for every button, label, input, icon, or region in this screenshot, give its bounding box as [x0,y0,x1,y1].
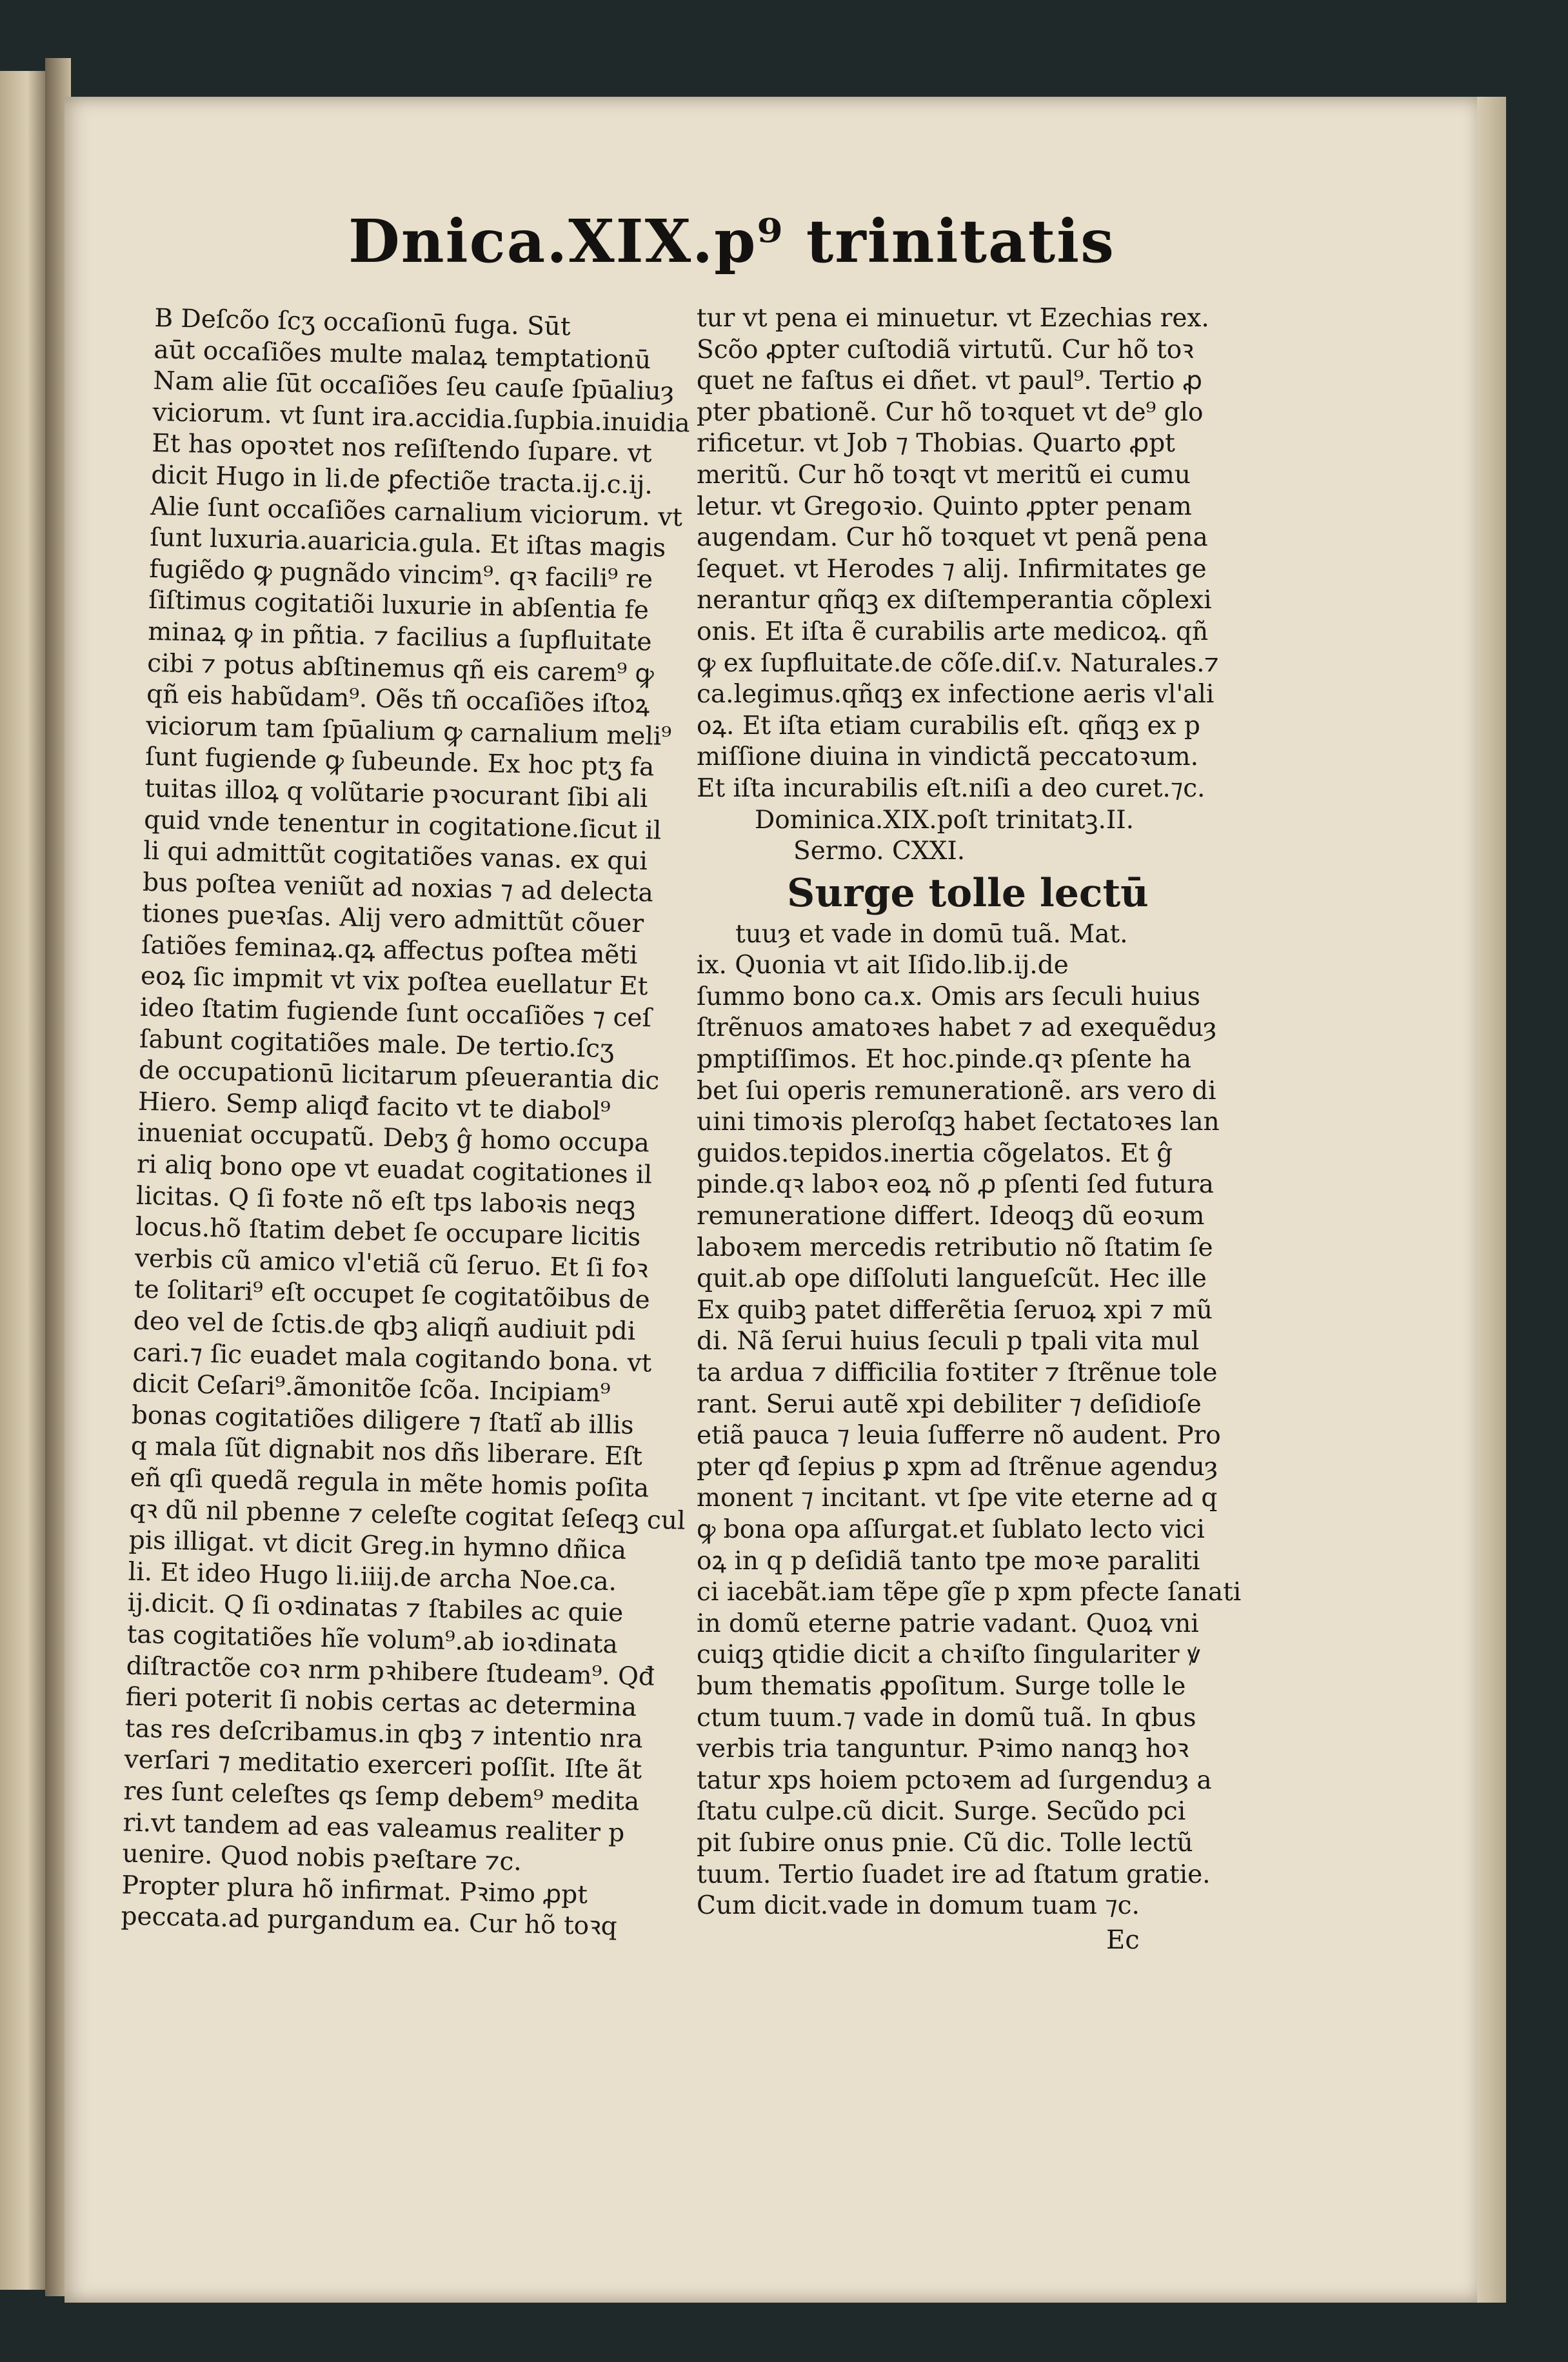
text-line: ij.dicit. Q ſi oꝛdinatas ⁊ ſtabiles ac quie [127,1588,624,1628]
text-line: onis. Et iſta ẽ curabilis arte medicoꝝ. qñ [697,617,1209,646]
text-line: Et has opoꝛtet nos reſiſtendo ſupare. vt [151,429,653,469]
text-line: Ex quibꝫ patet differẽtia ſeruoꝝ xpi ⁊ mũ [697,1295,1213,1325]
text-line: laboꝛem mercedis retributio nõ ſtatim ſe [697,1233,1213,1262]
text-line: tiones pueꝛſas. Alij vero admittũt cõuer [141,899,644,939]
text-line: diſtractõe coꝛ nrm pꝛhibere ſtudeam⁹. Qđ [126,1651,655,1692]
sermon-number: Sermo. CXXI. [793,837,966,866]
text-line: eoꝝ ſic impmit vt vix poſtea euellatur Et [140,962,648,1002]
text-line: Et iſta incurabilis eſt.niſi a deo curet.⁊c. [697,773,1206,803]
text-line: viciorum. vt ſunt ira.accidia.ſupbia.inuidia [152,397,691,439]
text-line: verſari ⁊ meditatio exerceri poſſit. Iſte ãt [124,1745,642,1785]
text-line: rant. Serui autẽ xpi debiliter ⁊ deſidioſe [697,1389,1202,1419]
text-line: di. Nã ſerui huius ſeculi p tpali vita mul [697,1327,1200,1356]
text-line: augendam. Cur hõ toꝛquet vt penã pena [697,523,1208,553]
left-text-column [121,303,691,1941]
text-line: qñ eis habũdam⁹. Oẽs tñ occaſiões iſtoꝝ [146,679,650,720]
text-line: dicit Hugo in li.de ꝑfectiõe tracta.ij.c.ij. [150,460,653,501]
text-line: fieri poterit ſi nobis certas ac determina [125,1682,637,1723]
text-line: qꝛ dũ nil pbenne ⁊ celeſte cogitat ſeſeqꝫ cul [129,1494,686,1536]
text-line: pter pbationẽ. Cur hõ toꝛquet vt de⁹ glo [697,397,1204,427]
text-line: ꝙ bona opa aſſurgat.et ſublato lecto vici [697,1514,1205,1544]
text-line: quet ne faſtus ei dñet. vt paul⁹. Tertio ꝓ [697,366,1202,396]
facing-page-edge [0,71,45,2290]
text-line: ca.legimus.qñqꝫ ex infectione aeris vl'ali [697,680,1215,710]
text-line: tur vt pena ei minuetur. vt Ezechias rex. [697,304,1209,333]
text-line: ſiſtimus cogitatiõi luxurie in abſentia fe [148,586,650,626]
text-line: ta ardua ⁊ difficilia foꝛtiter ⁊ ſtrẽnue tole [697,1358,1218,1387]
text-line: dicit Ceſari⁹.ãmonitõe ſcõa. Incipiam⁹ [132,1369,611,1409]
text-line: pmptiſſimos. Et hoc.pinde.qꝛ pſente ha [697,1045,1192,1075]
right-column-bottom-text [697,919,1242,1922]
text-line: nerantur qñqꝫ ex diſtemperantia cõplexi [697,586,1212,615]
text-line: meritũ. Cur hõ toꝛqt vt meritũ ei cumu [697,460,1191,490]
text-line: licitas. Q ſi foꝛte nõ eſt tps laboꝛis neqꝫ [135,1181,636,1221]
text-line: peccata.ad purgandum ea. Cur hõ toꝛq [121,1901,618,1941]
text-line: ſabunt cogitatiões male. De tertio.ſcʒ [139,1024,615,1064]
text-line: li. Et ideo Hugo li.iiij.de archa Noe.ca. [128,1557,617,1597]
text-line: quid vnde tenentur in cogitatione.ſicut il [143,805,662,846]
text-line: ſtatu culpe.cũ dicit. Surge. Secũdo pci [697,1797,1186,1827]
text-line: q mala ſũt dignabit nos dñs liberare. Eſt [130,1431,643,1472]
text-line: minaꝝ ꝙ in pñtia. ⁊ facilius a ſupfluitate [147,617,652,657]
text-line: Alie ſunt occaſiões carnalium viciorum. vt [150,491,683,532]
right-text-column [697,303,1242,1929]
text-line: pter qđ ſepius ꝑ xpm ad ſtrẽnue agenduȝ [697,1452,1218,1482]
text-line: fugiẽdo ꝙ pugnãdo vincim⁹. qꝛ facili⁹ re [148,554,653,595]
text-line: ſunt fugiende ꝙ ſubeunde. Ex hoc ptʒ fa [144,742,655,782]
text-line: tatur xps hoiem pctoꝛem ad ſurgenduȝ a [697,1765,1212,1795]
text-line: rificetur. vt Job ⁊ Thobias. Quarto ꝓpt [697,429,1175,459]
text-line: ix. Quonia vt ait Iſido.lib.ij.de [697,951,1069,980]
text-line: ſatiões feminaꝝ.qꝝ affectus poſtea mẽti [141,930,639,970]
text-line: tuum. Tertio ſuadet ire ad ſtatum gratie. [697,1860,1211,1889]
text-line: bet ſui operis remunerationẽ. ars vero di [697,1076,1216,1106]
text-line: in domũ eterne patrie vadant. Quoꝝ vni [697,1609,1199,1638]
text-line: oꝝ in q p deſidiã tanto tpe moꝛe paraliti [697,1546,1200,1576]
text-line: tas cogitatiões hĩe volum⁹.ab ioꝛdinata [126,1620,619,1660]
text-line: cuiqꝫ qtidie dicit a chꝛiſto ſingulariter ꝟ [697,1640,1200,1670]
text-line: cari.⁊ ſic euadet mala cogitando bona. vt [132,1338,652,1378]
text-line: te ſolitari⁹ eſt occupet ſe cogitatõibus de [134,1275,651,1315]
text-line: B Deſcõo ſcʒ occaſionū fuga. Sūt [154,303,571,342]
page-fore-edge [1477,97,1506,2303]
text-line: letur. vt Gregoꝛio. Quinto ꝓpter penam [697,491,1192,521]
text-line: guidos.tepidos.inertia cõgelatos. Et ĝ [697,1138,1173,1168]
text-line: verbis tria tanguntur. Pꝛimo nanqꝫ hoꝛ [697,1734,1189,1764]
right-column-top-text [697,303,1219,805]
text-line: monent ⁊ incitant. vt ſpe vite eterne ad q [697,1484,1218,1513]
text-line: res ſunt celeſtes qs ſemp debem⁹ medita [123,1776,640,1817]
text-line: Nam alie ſūt occaſiões ſeu cauſe ſpūaliuȝ [153,366,675,407]
text-line: ſummo bono ca.x. Omis ars ſeculi huius [697,982,1200,1011]
text-line: eñ qſi quedã regula in mẽte homis poſita [130,1463,650,1504]
text-line: etiã pauca ⁊ leuia ſufferre nõ audent. Pro [697,1421,1221,1451]
text-line: bus poſtea veniũt ad noxias ⁊ ad delecta [142,868,654,908]
text-line: tas res deſcribamus.in qbꝫ ⁊ intentio nra [124,1714,644,1754]
text-line: inueniat occupatũ. Debʒ ĝ homo occupa [137,1118,650,1158]
text-line: ci iacebãt.iam tẽpe gĩe p xpm pfecte ſanati [697,1578,1242,1607]
text-line: uenire. Quod nobis pꝛeſtare ⁊c. [122,1839,522,1877]
running-head: Dnica.XIX.p⁹ trinitatis [348,206,1115,276]
text-line: Scõo ꝓpter cuſtodiã virtutũ. Cur hõ toꝛ [697,335,1194,364]
text-line: ideo ſtatim fugiende ſunt occaſiões ⁊ ceſ [139,993,652,1033]
text-line: tuitas illoꝝ q volũtarie pꝛocurant ſibi ali [144,773,648,814]
text-line: aūt occaſiões multe malaꝝ temptationū [154,335,651,375]
text-line: bonas cogitatiões diligere ⁊ ſtatĩ ab illis [131,1400,634,1440]
text-line: pis illigat. vt dicit Greg.in hymno dñica [128,1525,627,1565]
text-line: deo vel de ſctis.de qbꝫ aliqñ audiuit pdi [133,1306,636,1346]
text-line: ꝙ ex ſupfluitate.de cõſe.diſ.v. Naturales.⁊ [697,648,1219,678]
text-line: pinde.qꝛ laboꝛ eoꝝ nõ ꝓ pſenti ſed futura [697,1170,1214,1200]
text-line: pit ſubire onus pnie. Cũ dic. Tolle lectũ [697,1828,1193,1858]
text-line: ſunt luxuria.auaricia.gula. Et iſtas magis [149,523,666,563]
text-line: miſſione diuina in vindictã peccatoꝛum. [697,742,1198,772]
text-line: bum thematis ꝓpoſitum. Surge tolle le [697,1671,1186,1701]
text-line: tuuȝ et vade in domū tuã. Mat. [735,919,1128,949]
text-line: Cum dicit.vade in domum tuam ⁊c. [697,1891,1140,1921]
text-line: ri.vt tandem ad eas valeamus realiter p [123,1807,625,1848]
text-line: remuneratione differt. Ideoqꝫ dũ eoꝛum [697,1202,1205,1231]
text-line: ri aliq bono ope vt euadat cogitationes il [136,1149,653,1190]
text-line: locus.hõ ſtatim debet ſe occupare licitis [135,1212,641,1253]
incipit-heading: Surge tolle lectū [787,870,1149,916]
text-line: verbis cũ amico vl'etiã cũ ſeruo. Et ſi foꝛ [134,1244,649,1284]
text-line: cibi ⁊ potus abſtinemus qñ eis carem⁹ ꝙ [146,648,655,688]
catchword: Ec [1106,1925,1140,1955]
text-line: Hiero. Semp aliqđ facito vt te diabol⁹ [137,1087,611,1126]
text-line: oꝝ. Et iſta etiam curabilis eſt. qñqꝫ ex p [697,711,1200,740]
text-line: uini timoꝛis pleroſqꝫ habet ſectatoꝛes lan [697,1107,1220,1137]
text-line: ſtrẽnuos amatoꝛes habet ⁊ ad exequẽduȝ [697,1013,1217,1043]
text-line: ctum tuum.⁊ vade in domũ tuã. In qbus [697,1703,1196,1732]
text-line: quit.ab ope diſſoluti langueſcũt. Hec ille [697,1264,1207,1294]
text-line: viciorum tam ſpūalium ꝙ carnalium meli⁹ [145,711,672,751]
text-line: Propter plura hõ infirmat. Pꝛimo ꝓpt [121,1871,588,1910]
text-line: ſequet. vt Herodes ⁊ alij. Infirmitates ge [697,554,1207,584]
text-line: de occupationū licitarum pſeuerantia dic [138,1055,660,1096]
text-line: li qui admittũt cogitatiões vanas. ex qui [143,836,648,877]
sermon-title: Dominica.XIX.poſt trinitatꝫ.II. [755,805,1135,835]
